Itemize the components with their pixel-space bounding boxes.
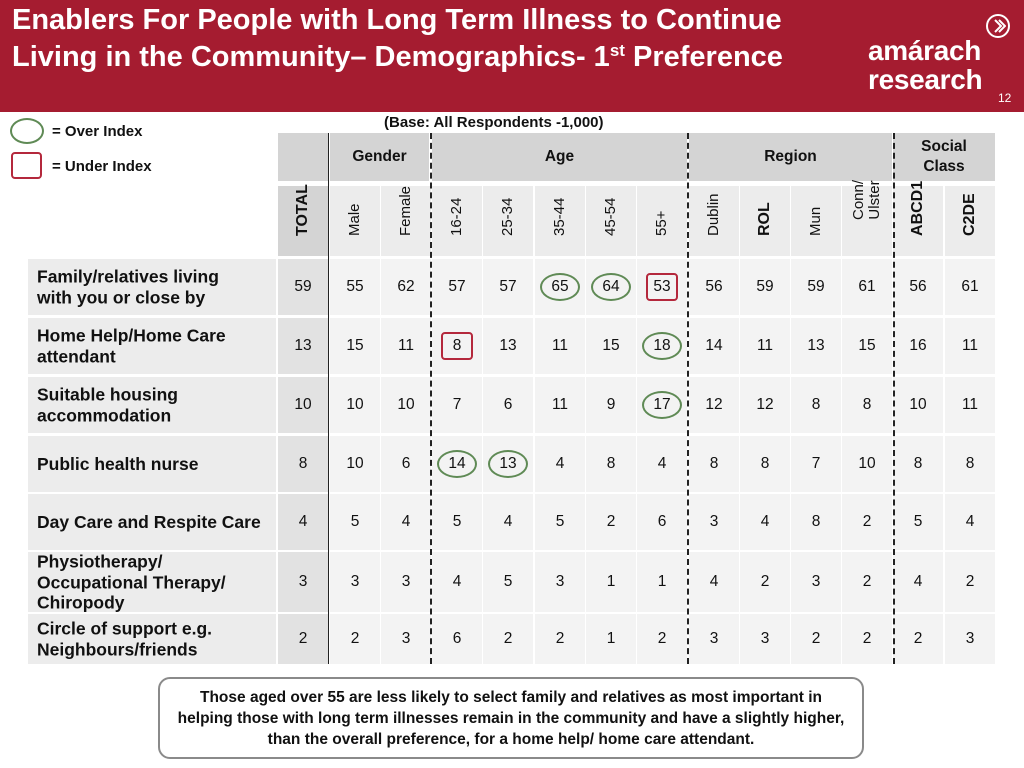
cell-value: 5 [503, 573, 513, 590]
table-cell [791, 494, 841, 550]
cell-value: 8 [452, 337, 462, 354]
table-cell [945, 318, 995, 374]
row-label-cell [28, 494, 276, 550]
page-number: 12 [998, 91, 1012, 105]
over-index-marker [642, 332, 682, 360]
cell-value: 4 [913, 573, 923, 590]
table-cell [381, 259, 431, 315]
table-cell [791, 259, 841, 315]
table-cell [535, 436, 585, 492]
cell-value: 2 [862, 573, 872, 590]
table-cell [483, 318, 533, 374]
cell-value: 8 [760, 455, 770, 472]
table-cell [586, 552, 636, 612]
group-header-age: Age [544, 148, 575, 165]
row-label: Home Help/Home Care attendant [37, 325, 226, 366]
cell-value: 2 [913, 630, 923, 647]
cell-value: 3 [298, 573, 308, 590]
group-divider [430, 133, 432, 664]
cell-value: 5 [452, 513, 462, 530]
table-cell [842, 377, 892, 433]
cell-value: 17 [653, 396, 671, 413]
cell-value: 18 [653, 337, 671, 354]
table-cell [381, 436, 431, 492]
table-cell [945, 614, 995, 664]
cell-value: 2 [555, 630, 565, 647]
cell-value: 61 [858, 278, 876, 295]
table-cell [586, 614, 636, 664]
cell-value: 10 [294, 396, 312, 413]
cell-value: 5 [350, 513, 360, 530]
cell-value: 4 [657, 455, 667, 472]
cell-value: 13 [499, 455, 517, 472]
table-cell [330, 614, 380, 664]
over-index-marker [540, 273, 580, 301]
cell-value: 3 [350, 573, 360, 590]
table-cell [381, 614, 431, 664]
cell-value: 9 [606, 396, 616, 413]
column-header-total [278, 186, 328, 256]
cell-value: 57 [448, 278, 466, 295]
table-cell [432, 377, 482, 433]
table-cell [791, 614, 841, 664]
table-cell [893, 614, 943, 664]
table-cell [791, 318, 841, 374]
base-note: (Base: All Respondents -1,000) [384, 114, 604, 131]
cell-value: 2 [503, 630, 513, 647]
cell-value: 15 [602, 337, 620, 354]
table-cell [689, 552, 739, 612]
row-label: Circle of support e.g. Neighbours/friends [37, 618, 213, 659]
cell-value: 11 [551, 396, 569, 413]
row-label-cell [28, 552, 276, 612]
table-cell [637, 494, 687, 550]
column-header-dublin [689, 186, 739, 256]
cell-value: 5 [913, 513, 923, 530]
cell-value: 56 [705, 278, 723, 295]
table-cell [893, 259, 943, 315]
table-cell [637, 552, 687, 612]
group-divider [893, 133, 895, 664]
cell-value: 4 [709, 573, 719, 590]
cell-value: 10 [909, 396, 927, 413]
cell-value: 3 [401, 630, 411, 647]
table-cell [586, 436, 636, 492]
cell-value: 15 [858, 337, 876, 354]
column-header-conn-ulster [842, 179, 892, 256]
table-cell [483, 377, 533, 433]
column-header-35-44 [535, 186, 585, 256]
table-cell [278, 377, 328, 433]
cell-value: 8 [606, 455, 616, 472]
column-label-25-34: 25-34 [499, 197, 516, 236]
row-label-cell [28, 259, 276, 315]
cell-value: 1 [606, 573, 616, 590]
table-cell [483, 259, 533, 315]
cell-value: 3 [709, 513, 719, 530]
cell-value: 55 [346, 278, 364, 295]
column-header-male [330, 186, 380, 256]
table-cell [842, 318, 892, 374]
table-cell [740, 259, 790, 315]
cell-value: 4 [760, 513, 770, 530]
cell-value: 8 [298, 455, 308, 472]
table-cell [278, 552, 328, 612]
cell-value: 5 [555, 513, 565, 530]
table-cell [945, 436, 995, 492]
table-cell [432, 552, 482, 612]
cell-value: 3 [760, 630, 770, 647]
table-cell [330, 259, 380, 315]
over-index-marker [488, 450, 528, 478]
cell-value: 11 [551, 337, 569, 354]
cell-value: 3 [555, 573, 565, 590]
table-cell [740, 614, 790, 664]
cell-value: 2 [657, 630, 667, 647]
cell-value: 11 [756, 337, 774, 354]
column-header-25-34 [483, 186, 533, 256]
group-header-social-class: Social Class [921, 138, 967, 175]
cell-value: 65 [551, 278, 569, 295]
cell-value: 3 [811, 573, 821, 590]
table-cell [689, 318, 739, 374]
cell-value: 10 [397, 396, 415, 413]
column-header-55 [637, 186, 687, 256]
table-cell [278, 494, 328, 550]
cell-value: 3 [709, 630, 719, 647]
column-label-c2de: C2DE [961, 193, 978, 236]
column-label-total: TOTAL [294, 184, 311, 236]
table-cell [740, 377, 790, 433]
column-label-16-24: 16-24 [448, 197, 465, 236]
row-label: Day Care and Respite Care [37, 511, 261, 532]
table-cell [432, 259, 482, 315]
table-cell [842, 436, 892, 492]
table-cell [278, 614, 328, 664]
table-cell [945, 259, 995, 315]
table-cell [893, 552, 943, 612]
cell-value: 10 [346, 455, 364, 472]
row-label-cell [28, 614, 276, 664]
table-cell [842, 552, 892, 612]
cell-value: 1 [606, 630, 616, 647]
cell-value: 8 [862, 396, 872, 413]
row-label: Physiotherapy/ Occupational Therapy/ Chiropody [37, 551, 226, 613]
table-cell [483, 494, 533, 550]
table-cell [586, 494, 636, 550]
cell-value: 64 [602, 278, 620, 295]
cell-value: 16 [909, 337, 927, 354]
row-label: Family/relatives living with you or close by [37, 266, 219, 307]
cell-value: 57 [499, 278, 517, 295]
column-header-female [381, 186, 431, 256]
cell-value: 4 [555, 455, 565, 472]
table-cell [535, 318, 585, 374]
cell-value: 56 [909, 278, 927, 295]
cell-value: 1 [657, 573, 667, 590]
table-cell [637, 614, 687, 664]
table-cell [483, 552, 533, 612]
group-header-region: Region [764, 148, 817, 165]
over-index-marker [591, 273, 631, 301]
table-cell [791, 552, 841, 612]
cell-value: 2 [965, 573, 975, 590]
cell-value: 2 [606, 513, 616, 530]
cell-value: 13 [499, 337, 517, 354]
column-label-dublin: Dublin [705, 193, 722, 236]
cell-value: 6 [657, 513, 667, 530]
column-label-conn-ulster: Conn/ Ulster [850, 179, 883, 220]
row-label: Public health nurse [37, 453, 199, 474]
cell-value: 4 [503, 513, 513, 530]
header-band-total [278, 133, 328, 181]
table-cell [483, 614, 533, 664]
cell-value: 53 [653, 278, 671, 295]
table-cell [791, 436, 841, 492]
group-header-gender: Gender [352, 148, 407, 165]
cell-value: 62 [397, 278, 415, 295]
row-label: Suitable housing accommodation [37, 384, 178, 425]
table-cell [945, 552, 995, 612]
row-label-cell [28, 377, 276, 433]
table-cell [330, 318, 380, 374]
column-header-16-24 [432, 186, 482, 256]
under-index-marker [646, 273, 678, 301]
cell-value: 4 [298, 513, 308, 530]
cell-value: 11 [397, 337, 415, 354]
table-cell [842, 494, 892, 550]
cell-value: 14 [448, 455, 466, 472]
cell-value: 8 [965, 455, 975, 472]
header-banner [0, 0, 1024, 112]
summary-note: Those aged over 55 are less likely to select family and relatives as most important in helping those with long term illnesses remain in the community and have a slightly higher, than the overall preference, for a home help/ home care attendant. [158, 677, 864, 759]
cell-value: 2 [298, 630, 308, 647]
table-cell [278, 436, 328, 492]
cell-value: 4 [452, 573, 462, 590]
under-index-legend-box [11, 152, 42, 179]
under-index-marker [441, 332, 473, 360]
cell-value: 2 [350, 630, 360, 647]
column-label-45-54: 45-54 [602, 197, 619, 236]
table-cell [945, 377, 995, 433]
column-header-mun [791, 186, 841, 256]
column-label-55: 55+ [653, 210, 670, 236]
table-cell [278, 259, 328, 315]
table-cell [740, 436, 790, 492]
table-cell [381, 377, 431, 433]
table-cell [381, 318, 431, 374]
table-cell [893, 318, 943, 374]
cell-value: 12 [705, 396, 723, 413]
cell-value: 11 [961, 396, 979, 413]
table-cell [689, 259, 739, 315]
table-cell [432, 494, 482, 550]
cell-value: 8 [811, 513, 821, 530]
table-cell [330, 377, 380, 433]
cell-value: 3 [965, 630, 975, 647]
table-cell [330, 494, 380, 550]
table-cell [740, 552, 790, 612]
table-cell [791, 377, 841, 433]
column-label-mun: Mun [807, 206, 824, 236]
cell-value: 14 [705, 337, 723, 354]
cell-value: 61 [961, 278, 979, 295]
table-cell [842, 614, 892, 664]
cell-value: 10 [858, 455, 876, 472]
table-cell [535, 552, 585, 612]
table-cell [586, 318, 636, 374]
column-label-male: Male [346, 203, 363, 236]
cell-value: 7 [811, 455, 821, 472]
column-header-c2de [945, 186, 995, 256]
cell-value: 59 [807, 278, 825, 295]
table-cell [330, 552, 380, 612]
cell-value: 10 [346, 396, 364, 413]
play-chevron-circle-icon [986, 14, 1010, 38]
table-cell [842, 259, 892, 315]
cell-value: 15 [346, 337, 364, 354]
cell-value: 3 [401, 573, 411, 590]
cell-value: 6 [503, 396, 513, 413]
table-cell [381, 552, 431, 612]
cell-value: 2 [862, 630, 872, 647]
total-divider [328, 133, 329, 664]
cell-value: 2 [862, 513, 872, 530]
column-header-rol [740, 186, 790, 256]
table-cell [893, 377, 943, 433]
cell-value: 7 [452, 396, 462, 413]
cell-value: 2 [760, 573, 770, 590]
table-cell [535, 614, 585, 664]
cell-value: 4 [965, 513, 975, 530]
table-cell [381, 494, 431, 550]
table-cell [535, 494, 585, 550]
column-label-rol: ROL [756, 202, 773, 236]
table-cell [330, 436, 380, 492]
cell-value: 59 [756, 278, 774, 295]
over-index-legend-label: = Over Index [52, 123, 143, 140]
table-cell [893, 494, 943, 550]
table-cell [637, 436, 687, 492]
page-title: Enablers For People with Long Term Illness to Continue Living in the Community– Demographics- 1st Preference [12, 4, 783, 73]
row-label-cell [28, 318, 276, 374]
under-index-legend-label: = Under Index [52, 158, 152, 175]
column-label-35-44: 35-44 [551, 197, 568, 236]
cell-value: 6 [452, 630, 462, 647]
cell-value: 8 [811, 396, 821, 413]
table-cell [278, 318, 328, 374]
table-cell [945, 494, 995, 550]
cell-value: 6 [401, 455, 411, 472]
table-cell [740, 318, 790, 374]
table-cell [740, 494, 790, 550]
over-index-marker [642, 391, 682, 419]
column-label-abcd1: ABCD1 [909, 180, 926, 236]
over-index-marker [437, 450, 477, 478]
cell-value: 13 [807, 337, 825, 354]
company-logo: amárach research [868, 35, 983, 95]
column-header-abcd1 [893, 180, 943, 256]
row-label-cell [28, 436, 276, 492]
table-cell [689, 614, 739, 664]
cell-value: 59 [294, 278, 312, 295]
table-cell [432, 614, 482, 664]
table-cell [586, 377, 636, 433]
cell-value: 4 [401, 513, 411, 530]
table-cell [689, 377, 739, 433]
cell-value: 8 [709, 455, 719, 472]
table-cell [689, 494, 739, 550]
cell-value: 12 [756, 396, 774, 413]
column-header-45-54 [586, 186, 636, 256]
table-cell [689, 436, 739, 492]
cell-value: 2 [811, 630, 821, 647]
column-label-female: Female [397, 185, 414, 236]
table-cell [893, 436, 943, 492]
cell-value: 13 [294, 337, 312, 354]
group-divider [687, 133, 689, 664]
over-index-legend-ellipse [10, 118, 44, 144]
cell-value: 8 [913, 455, 923, 472]
table-cell [535, 377, 585, 433]
cell-value: 11 [961, 337, 979, 354]
